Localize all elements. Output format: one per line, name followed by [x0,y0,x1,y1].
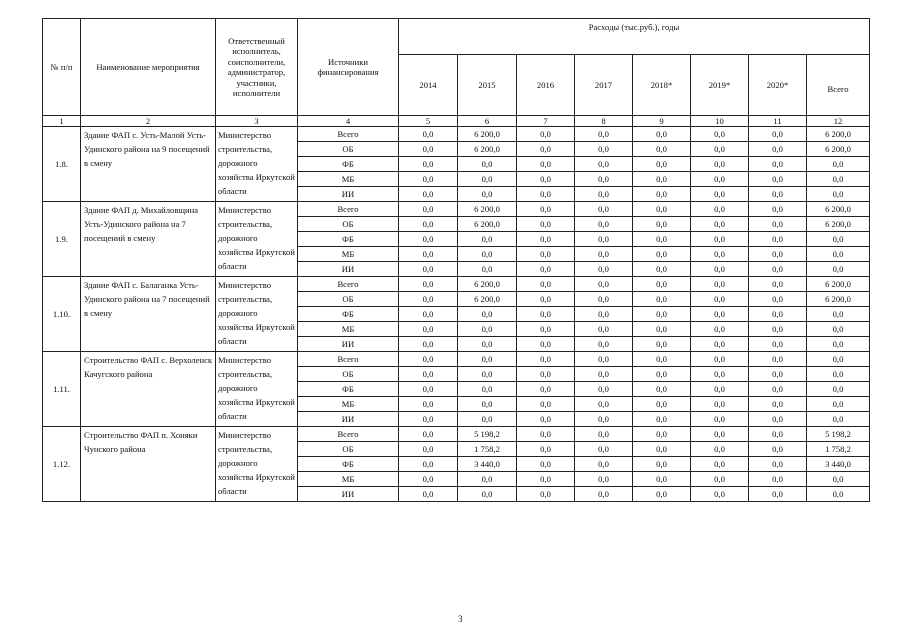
year-value: 0,0 [691,412,749,427]
year-value: 0,0 [399,472,458,487]
total-value: 0,0 [807,322,870,337]
year-value: 0,0 [749,367,807,382]
funding-source: ОБ [298,217,399,232]
year-value: 0,0 [458,187,517,202]
column-number: 4 [298,116,399,127]
year-value: 0,0 [575,367,633,382]
header-number: № п/п [43,19,81,116]
year-value: 0,0 [399,427,458,442]
year-value: 0,0 [633,307,691,322]
year-value: 0,0 [749,352,807,367]
year-value: 0,0 [575,487,633,502]
total-value: 6 200,0 [807,127,870,142]
year-value: 0,0 [575,142,633,157]
year-value: 0,0 [517,172,575,187]
year-value: 0,0 [749,292,807,307]
year-value: 1 758,2 [458,442,517,457]
column-number: 2 [81,116,216,127]
year-value: 0,0 [691,157,749,172]
year-value: 0,0 [633,277,691,292]
year-value: 0,0 [633,472,691,487]
funding-source: МБ [298,322,399,337]
year-value: 0,0 [749,412,807,427]
year-value: 0,0 [399,337,458,352]
event-name: Строительство ФАП п. Хоняки Чунского района [81,427,216,502]
funding-source: ФБ [298,232,399,247]
year-value: 0,0 [749,427,807,442]
year-value: 0,0 [691,292,749,307]
year-value: 0,0 [517,427,575,442]
year-value: 6 200,0 [458,277,517,292]
responsible-executor: Министерство строительства, дорожного хозяйства Иркутской области [216,352,298,427]
year-value: 0,0 [749,307,807,322]
total-value: 1 758,2 [807,442,870,457]
year-value: 0,0 [633,382,691,397]
total-value: 6 200,0 [807,277,870,292]
header-event-name: Наименование мероприятия [81,19,216,116]
responsible-executor: Министерство строительства, дорожного хозяйства Иркутской области [216,202,298,277]
year-value: 0,0 [575,442,633,457]
total-value: 6 200,0 [807,202,870,217]
year-value: 0,0 [633,157,691,172]
year-value: 0,0 [517,487,575,502]
year-value: 0,0 [691,427,749,442]
year-value: 0,0 [458,367,517,382]
year-value: 0,0 [575,217,633,232]
year-value: 0,0 [575,322,633,337]
year-value: 0,0 [691,187,749,202]
year-value: 0,0 [749,442,807,457]
header-year: 2020* [749,55,807,116]
year-value: 0,0 [517,352,575,367]
table-row [43,277,870,292]
funding-source: ФБ [298,307,399,322]
table-row [43,352,870,367]
year-value: 0,0 [399,292,458,307]
year-value: 0,0 [691,127,749,142]
responsible-executor: Министерство строительства, дорожного хозяйства Иркутской области [216,277,298,352]
document-page [42,18,869,502]
year-value: 0,0 [749,172,807,187]
column-number: 7 [517,116,575,127]
event-number: 1.11. [43,352,81,427]
event-name: Здание ФАП с. Усть-Малой Усть-Удинского района на 9 посещений в смену [81,127,216,202]
year-value: 0,0 [633,337,691,352]
year-value: 0,0 [749,262,807,277]
header-year: 2015 [458,55,517,116]
event-number: 1.10. [43,277,81,352]
year-value: 0,0 [749,457,807,472]
year-value: 0,0 [458,352,517,367]
year-value: 0,0 [517,382,575,397]
funding-source: МБ [298,472,399,487]
header-year: 2019* [691,55,749,116]
year-value: 0,0 [458,337,517,352]
year-value: 0,0 [633,397,691,412]
year-value: 0,0 [575,352,633,367]
event-group [43,352,870,427]
total-value: 0,0 [807,157,870,172]
column-number: 12 [807,116,870,127]
total-value: 0,0 [807,262,870,277]
year-value: 0,0 [399,352,458,367]
year-value: 0,0 [517,322,575,337]
year-value: 0,0 [575,397,633,412]
year-value: 0,0 [458,322,517,337]
year-value: 6 200,0 [458,202,517,217]
year-value: 0,0 [399,247,458,262]
year-value: 0,0 [399,217,458,232]
funding-source: МБ [298,172,399,187]
year-value: 0,0 [691,232,749,247]
total-value: 6 200,0 [807,292,870,307]
year-value: 0,0 [458,397,517,412]
total-value: 0,0 [807,367,870,382]
year-value: 0,0 [633,187,691,202]
year-value: 0,0 [691,397,749,412]
year-value: 0,0 [749,247,807,262]
year-value: 0,0 [749,187,807,202]
year-value: 0,0 [633,292,691,307]
total-value: 0,0 [807,382,870,397]
funding-source: ИИ [298,337,399,352]
total-value: 0,0 [807,472,870,487]
year-value: 0,0 [575,202,633,217]
year-value: 0,0 [633,412,691,427]
funding-source: ИИ [298,262,399,277]
year-value: 0,0 [633,367,691,382]
event-number: 1.8. [43,127,81,202]
year-value: 0,0 [399,232,458,247]
year-value: 0,0 [633,262,691,277]
funding-source: ОБ [298,292,399,307]
year-value: 0,0 [517,247,575,262]
column-number: 9 [633,116,691,127]
column-number: 1 [43,116,81,127]
column-number: 3 [216,116,298,127]
year-value: 0,0 [399,397,458,412]
event-number: 1.9. [43,202,81,277]
year-value: 0,0 [691,472,749,487]
funding-source: МБ [298,397,399,412]
funding-source: Всего [298,202,399,217]
year-value: 0,0 [517,472,575,487]
header-year: 2014 [399,55,458,116]
year-value: 0,0 [633,172,691,187]
responsible-executor: Министерство строительства, дорожного хозяйства Иркутской области [216,427,298,502]
year-value: 0,0 [749,397,807,412]
total-value: 6 200,0 [807,142,870,157]
year-value: 0,0 [458,307,517,322]
year-value: 0,0 [575,427,633,442]
funding-source: Всего [298,277,399,292]
year-value: 0,0 [399,307,458,322]
funding-source: ФБ [298,157,399,172]
year-value: 0,0 [575,187,633,202]
total-value: 0,0 [807,352,870,367]
year-value: 0,0 [399,202,458,217]
year-value: 0,0 [458,472,517,487]
total-value: 3 440,0 [807,457,870,472]
year-value: 0,0 [749,127,807,142]
year-value: 0,0 [575,157,633,172]
year-value: 0,0 [517,337,575,352]
header-total: Всего [807,55,870,116]
total-value: 0,0 [807,187,870,202]
year-value: 0,0 [517,127,575,142]
header-funding-source: Источники финансирования [298,19,399,116]
column-number: 5 [399,116,458,127]
expenses-table [42,18,870,502]
total-value: 5 198,2 [807,427,870,442]
funding-source: ОБ [298,367,399,382]
funding-source: ФБ [298,457,399,472]
header-year: 2016 [517,55,575,116]
year-value: 0,0 [633,232,691,247]
year-value: 0,0 [575,337,633,352]
total-value: 0,0 [807,232,870,247]
funding-source: МБ [298,247,399,262]
event-group [43,127,870,202]
year-value: 0,0 [575,307,633,322]
column-number: 11 [749,116,807,127]
year-value: 0,0 [575,412,633,427]
year-value: 0,0 [575,277,633,292]
total-value: 0,0 [807,172,870,187]
funding-source: ИИ [298,412,399,427]
year-value: 0,0 [691,307,749,322]
year-value: 0,0 [575,292,633,307]
year-value: 0,0 [691,352,749,367]
year-value: 0,0 [691,382,749,397]
year-value: 0,0 [458,412,517,427]
year-value: 0,0 [458,487,517,502]
page-number: 3 [458,614,463,624]
header-year: 2018* [633,55,691,116]
year-value: 0,0 [749,487,807,502]
funding-source: Всего [298,427,399,442]
year-value: 0,0 [691,277,749,292]
year-value: 5 198,2 [458,427,517,442]
year-value: 6 200,0 [458,127,517,142]
year-value: 0,0 [575,457,633,472]
year-value: 0,0 [691,262,749,277]
year-value: 0,0 [399,262,458,277]
year-value: 0,0 [749,382,807,397]
year-value: 0,0 [749,202,807,217]
funding-source: Всего [298,127,399,142]
year-value: 0,0 [517,142,575,157]
total-value: 0,0 [807,487,870,502]
year-value: 0,0 [691,367,749,382]
year-value: 0,0 [691,202,749,217]
year-value: 0,0 [517,442,575,457]
year-value: 0,0 [633,217,691,232]
year-value: 6 200,0 [458,292,517,307]
year-value: 0,0 [633,427,691,442]
year-value: 0,0 [517,397,575,412]
year-value: 0,0 [749,232,807,247]
year-value: 0,0 [458,382,517,397]
year-value: 0,0 [691,172,749,187]
year-value: 0,0 [691,322,749,337]
year-value: 0,0 [458,172,517,187]
year-value: 0,0 [749,472,807,487]
funding-source: ИИ [298,187,399,202]
year-value: 0,0 [399,277,458,292]
year-value: 0,0 [458,247,517,262]
year-value: 0,0 [399,172,458,187]
year-value: 0,0 [633,457,691,472]
header-responsible: Ответственный исполнитель, соисполнители, администратор, участники, исполнители [216,19,298,116]
year-value: 0,0 [517,232,575,247]
year-value: 0,0 [575,127,633,142]
year-value: 0,0 [633,442,691,457]
year-value: 0,0 [399,322,458,337]
table-header [43,19,870,127]
year-value: 0,0 [691,337,749,352]
year-value: 0,0 [575,262,633,277]
responsible-executor: Министерство строительства, дорожного хозяйства Иркутской области [216,127,298,202]
year-value: 0,0 [399,187,458,202]
total-value: 0,0 [807,307,870,322]
event-name: Здание ФАП с. Балаганка Усть-Удинского района на 7 посещений в смену [81,277,216,352]
column-number: 6 [458,116,517,127]
year-value: 6 200,0 [458,142,517,157]
year-value: 0,0 [633,127,691,142]
year-value: 0,0 [458,262,517,277]
year-value: 0,0 [399,442,458,457]
year-value: 0,0 [691,142,749,157]
total-value: 6 200,0 [807,217,870,232]
column-number: 10 [691,116,749,127]
year-value: 0,0 [458,157,517,172]
event-name: Строительство ФАП с. Верхоленск Качугского района [81,352,216,427]
year-value: 0,0 [517,262,575,277]
funding-source: ОБ [298,442,399,457]
year-value: 0,0 [691,217,749,232]
year-value: 0,0 [517,457,575,472]
year-value: 0,0 [749,217,807,232]
year-value: 3 440,0 [458,457,517,472]
funding-source: ФБ [298,382,399,397]
total-value: 0,0 [807,397,870,412]
year-value: 0,0 [399,157,458,172]
year-value: 0,0 [633,247,691,262]
funding-source: Всего [298,352,399,367]
year-value: 0,0 [633,487,691,502]
year-value: 0,0 [399,127,458,142]
year-value: 0,0 [633,352,691,367]
year-value: 0,0 [691,247,749,262]
year-value: 0,0 [575,232,633,247]
year-value: 0,0 [633,142,691,157]
table-row [43,127,870,142]
event-number: 1.12. [43,427,81,502]
year-value: 0,0 [633,322,691,337]
total-value: 0,0 [807,247,870,262]
year-value: 0,0 [749,277,807,292]
year-value: 0,0 [575,172,633,187]
year-value: 0,0 [749,337,807,352]
year-value: 0,0 [517,277,575,292]
year-value: 0,0 [517,367,575,382]
year-value: 0,0 [691,457,749,472]
year-value: 0,0 [517,202,575,217]
year-value: 0,0 [399,457,458,472]
event-group [43,202,870,277]
event-name: Здание ФАП д. Михайловщина Усть-Удинского района на 7 посещений в смену [81,202,216,277]
total-value: 0,0 [807,412,870,427]
year-value: 0,0 [691,487,749,502]
year-value: 0,0 [517,292,575,307]
year-value: 0,0 [633,202,691,217]
header-year: 2017 [575,55,633,116]
year-value: 0,0 [575,247,633,262]
year-value: 0,0 [399,412,458,427]
table-row [43,427,870,442]
year-value: 0,0 [399,487,458,502]
year-value: 0,0 [517,217,575,232]
year-value: 0,0 [399,142,458,157]
year-value: 0,0 [575,472,633,487]
year-value: 0,0 [575,382,633,397]
year-value: 6 200,0 [458,217,517,232]
column-number: 8 [575,116,633,127]
year-value: 0,0 [517,307,575,322]
year-value: 0,0 [399,382,458,397]
header-expenses: Расходы (тыс.руб.), годы [399,19,870,55]
year-value: 0,0 [749,142,807,157]
year-value: 0,0 [749,157,807,172]
year-value: 0,0 [691,442,749,457]
event-group [43,277,870,352]
table-row [43,202,870,217]
funding-source: ИИ [298,487,399,502]
total-value: 0,0 [807,337,870,352]
year-value: 0,0 [517,412,575,427]
event-group [43,427,870,502]
year-value: 0,0 [458,232,517,247]
year-value: 0,0 [399,367,458,382]
column-number-row [43,116,870,127]
year-value: 0,0 [749,322,807,337]
year-value: 0,0 [517,187,575,202]
year-value: 0,0 [517,157,575,172]
funding-source: ОБ [298,142,399,157]
